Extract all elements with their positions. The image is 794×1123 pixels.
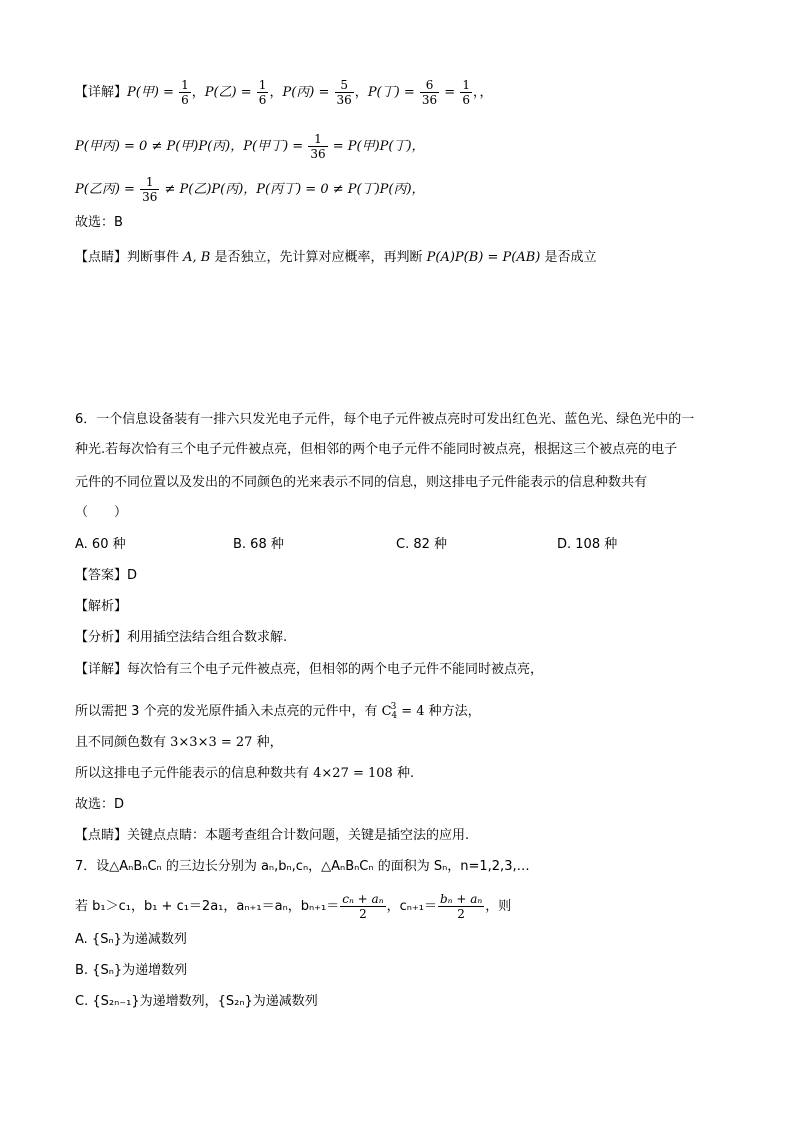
fraction: $\frac{\text{cₙ + aₙ}}{2}$ xyxy=(342,892,384,921)
q6-option-b: B. 68 种 xyxy=(233,537,284,552)
fraction: $\frac{6}{36}$ xyxy=(421,78,438,107)
prev-comment: 【点睛】判断事件 A, B 是否独立，先计算对应概率，再判断 P(A)P(B) = P(AB) 是否成立 xyxy=(75,250,597,265)
q6-stem-line-1: 6．一个信息设备装有一排六只发光电子元件，每个电子元件被点亮时可发出红色光、蓝色光、绿色光中的一 xyxy=(75,412,695,427)
q6-option-a: A. 60 种 xyxy=(75,537,126,552)
fraction: $\frac{1}{36}$ xyxy=(142,175,158,204)
q6-option-c: C. 82 种 xyxy=(396,537,448,552)
fenxi-tag: 【分析】 xyxy=(75,630,128,645)
fraction: $\frac{5}{36}$ xyxy=(336,78,352,107)
q7-stem-line-2: 若 b₁＞c₁，b₁ + c₁＝2a₁，aₙ₊₁＝aₙ，bₙ₊₁＝ $\frac{\text{cₙ + aₙ}}{2}$ ，cₙ₊₁＝ $\frac{\text{bₙ + aₙ}}{2}$ ，则 xyxy=(75,892,512,921)
q7-option-a: A. {Sₙ}为递减数列 xyxy=(75,932,187,947)
q6-comment: 【点睛】关键点点睛：本题考查组合计数问题，关键是插空法的应用. xyxy=(75,828,470,843)
q6-analysis-tag: 【解析】 xyxy=(75,599,128,614)
q7-option-b: B. {Sₙ}为递增数列 xyxy=(75,963,188,978)
q7-stem-line-1: 7．设△AₙBₙCₙ 的三边长分别为 aₙ,bₙ,cₙ，△AₙBₙCₙ 的面积为 Sₙ，n=1,2,3,… xyxy=(75,859,530,874)
fraction: $\frac{\text{bₙ + aₙ}}{2}$ xyxy=(439,892,483,921)
q6-choose: 故选：D xyxy=(75,797,125,812)
q6-detail-1: 【详解】每次恰有三个电子元件被点亮，但相邻的两个电子元件不能同时被点亮， xyxy=(75,662,544,677)
q6-fenxi: 【分析】利用插空法结合组合数求解. xyxy=(75,630,288,645)
comment-tag: 【点睛】 xyxy=(75,828,128,843)
comment-tag: 【点睛】 xyxy=(75,250,128,265)
detail-tag: 【详解】 xyxy=(75,85,128,100)
q6-option-d: D. 108 种 xyxy=(557,537,618,552)
detail-line-2: P(甲丙) = 0 ≠ P(甲)P(丙)，P(甲丁) = $\frac{1}{36}$ = P(甲)P(丁)， xyxy=(75,132,425,161)
detail-line-3: P(乙丙) = $\frac{1}{36}$ ≠ P(乙)P(丙)，P(丙丁) = 0 ≠ P(丁)P(丙)， xyxy=(75,175,425,204)
combination: $C^3_4 = 4$ xyxy=(381,702,425,721)
detail-line-1: 【详解】P(甲) = $\frac{1}{6}$ ，P(乙) = $\frac{1}{6}$ ，P(丙) = $\frac{5}{36}$ ，P(丁) = $\frac{6}{36}$ = $\frac{1}{6}$ ，， xyxy=(75,78,493,107)
fraction: $\frac{1}{6}$ xyxy=(258,78,267,107)
q6-detail-3: 且不同颜色数有 3×3×3 = 27 种， xyxy=(75,735,283,750)
q6-stem-line-2: 种光.若每次恰有三个电子元件被点亮，但相邻的两个电子元件不能同时被点亮，根据这三个被点亮的电子 xyxy=(75,442,678,457)
q6-detail-4: 所以这排电子元件能表示的信息种数共有 4×27 = 108 种. xyxy=(75,766,415,781)
fraction: $\frac{1}{6}$ xyxy=(462,78,470,107)
q6-detail-2: 所以需把 3 个亮的发光原件插入未点亮的元件中，有 $C^3_4 = 4$ 种方法， xyxy=(75,702,481,721)
q7-option-c: C. {S₂ₙ₋₁}为递增数列，{S₂ₙ}为递减数列 xyxy=(75,994,318,1009)
q6-stem-line-4: （ ） xyxy=(75,505,128,520)
fraction: $\frac{1}{6}$ xyxy=(181,78,189,107)
q6-stem-line-3: 元件的不同位置以及发出的不同颜色的光来表示不同的信息，则这排电子元件能表示的信息种数共有 xyxy=(75,475,648,490)
fraction: $\frac{1}{36}$ xyxy=(310,132,326,161)
answer-tag: 【答案】 xyxy=(75,568,128,583)
q6-answer: 【答案】D xyxy=(75,568,138,583)
detail-tag: 【详解】 xyxy=(75,662,128,677)
prev-answer: 故选：B xyxy=(75,215,123,230)
